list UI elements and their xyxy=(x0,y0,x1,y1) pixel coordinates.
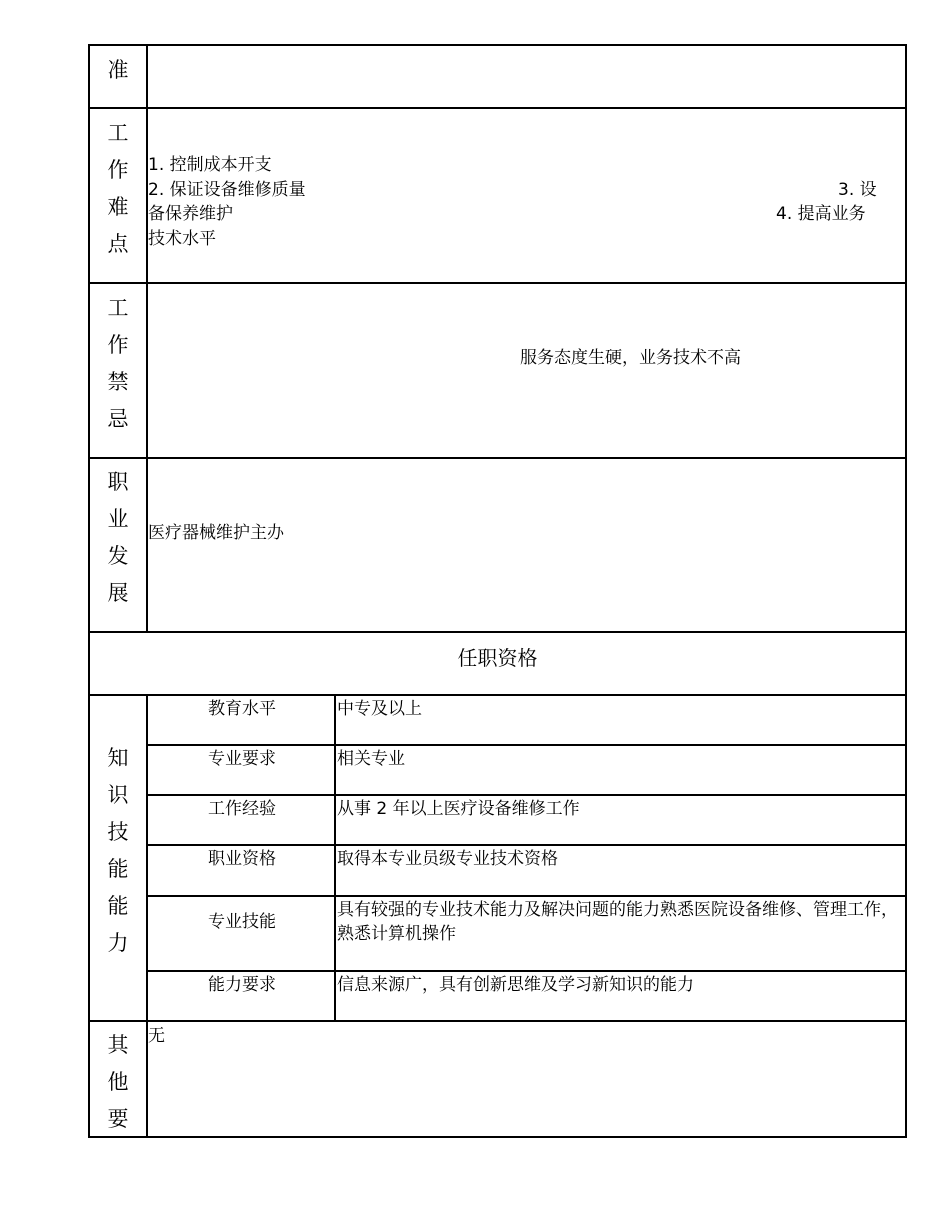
skill-name-major: 专业要求 xyxy=(208,749,276,769)
label-char: 技 xyxy=(107,820,129,844)
sub-row-divider xyxy=(147,844,907,846)
skill-value-education: 中专及以上 xyxy=(337,699,422,719)
row-label-taboo xyxy=(89,290,147,438)
skill-value-ability: 信息来源广，具有创新思维及学习新知识的能力 xyxy=(337,975,694,995)
difficulty-line-3: 3. 设 xyxy=(838,180,877,200)
sub-row-divider xyxy=(147,970,907,972)
label-char: 知 xyxy=(107,746,129,770)
label-char: 其 xyxy=(107,1033,129,1057)
skill-name-education: 教育水平 xyxy=(208,699,276,719)
difficulty-line-6: 技术水平 xyxy=(148,229,216,249)
label-char: 能 xyxy=(107,894,129,918)
row-divider xyxy=(88,694,907,696)
label-char: 难 xyxy=(107,195,129,219)
skill-name-professional: 专业技能 xyxy=(208,912,276,932)
label-char: 职 xyxy=(107,470,129,494)
row-label-career xyxy=(89,464,147,612)
difficulty-line-4: 备保养维护 xyxy=(148,204,233,224)
row-divider xyxy=(88,1020,907,1022)
label-char: 忌 xyxy=(107,407,129,431)
skill-value-professional: 具有较强的专业技术能力及解决问题的能力熟悉医院设备维修、管理工作，熟悉计算机操作 xyxy=(337,900,898,944)
sub-row-divider xyxy=(147,895,907,897)
label-char: 作 xyxy=(107,333,129,357)
row-divider xyxy=(88,282,907,284)
label-char: 工 xyxy=(107,296,129,320)
label-char: 业 xyxy=(107,507,129,531)
label-char: 准 xyxy=(107,58,129,82)
label-char: 工 xyxy=(107,121,129,145)
skill-name-certification: 职业资格 xyxy=(208,849,276,869)
row-label-skills xyxy=(89,740,147,962)
row-label-other xyxy=(89,1027,147,1138)
difficulty-line-1: 1. 控制成本开支 xyxy=(148,155,272,175)
skill-value-major: 相关专业 xyxy=(337,749,405,769)
label-char: 力 xyxy=(107,931,129,955)
sub-row-divider xyxy=(147,794,907,796)
label-char: 禁 xyxy=(107,370,129,394)
career-text: 医疗器械维护主办 xyxy=(148,523,284,543)
row-label-difficulty xyxy=(89,115,147,263)
skill-name-ability: 能力要求 xyxy=(208,975,276,995)
row-divider xyxy=(88,631,907,633)
row-divider xyxy=(88,457,907,459)
label-char: 要 xyxy=(107,1107,129,1131)
other-text: 无 xyxy=(148,1026,165,1046)
difficulty-line-2: 2. 保证设备维修质量 xyxy=(148,180,306,200)
label-char: 识 xyxy=(107,783,129,807)
taboo-text: 服务态度生硬，业务技术不高 xyxy=(520,348,741,368)
sub-row-divider xyxy=(147,744,907,746)
skill-name-experience: 工作经验 xyxy=(208,799,276,819)
row-label-zhun xyxy=(89,52,147,89)
label-char: 作 xyxy=(107,158,129,182)
difficulty-line-5: 4. 提高业务 xyxy=(776,204,866,224)
label-char: 发 xyxy=(107,544,129,568)
skill-value-experience: 从事 2 年以上医疗设备维修工作 xyxy=(337,799,580,819)
label-char: 展 xyxy=(107,581,129,605)
skill-value-certification: 取得本专业员级专业技术资格 xyxy=(337,849,558,869)
label-char: 他 xyxy=(107,1070,129,1094)
row-divider xyxy=(88,107,907,109)
qualification-heading: 任职资格 xyxy=(457,646,538,670)
label-char: 点 xyxy=(107,232,129,256)
label-char: 能 xyxy=(107,857,129,881)
